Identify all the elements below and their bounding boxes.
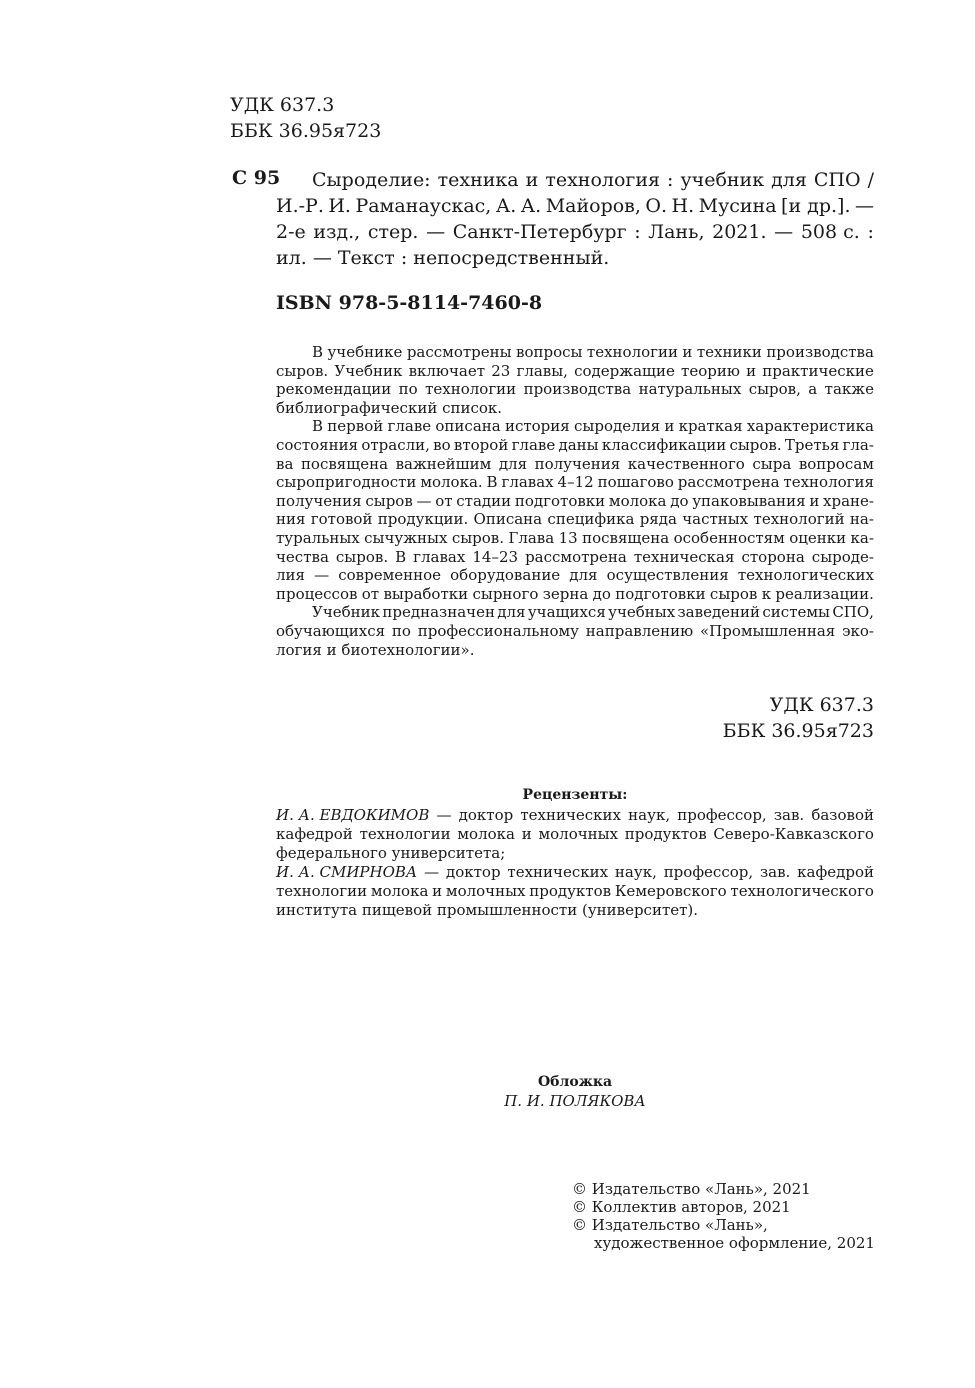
abstract-word: В xyxy=(312,417,324,436)
abstract-word: главе xyxy=(511,435,556,454)
reviewer-name: И. А. СМИРНОВА xyxy=(276,863,418,881)
abstract-word: зерна xyxy=(542,584,589,603)
reviewer-word: зав. xyxy=(773,806,805,824)
cover-designer: П. И. ПОЛЯКОВА xyxy=(504,1092,646,1110)
abstract-line xyxy=(276,641,874,660)
abstract-word: упаковывания xyxy=(692,491,806,510)
abstract-word: готовой xyxy=(310,510,373,529)
abstract-line xyxy=(276,473,874,492)
abstract-word: сыра xyxy=(752,454,792,473)
abstract-word: оборудование xyxy=(450,566,561,585)
reviewer-word: технологии xyxy=(276,882,368,900)
abstract-word: сторона xyxy=(741,547,805,566)
bib-word: А. xyxy=(520,195,542,217)
bib-word: СПО xyxy=(813,169,861,191)
bib-word: [и др.]. xyxy=(781,195,851,217)
abstract-word: технологии xyxy=(425,380,517,399)
reviewer-word: кафедрой xyxy=(797,863,874,881)
abstract-word: молока xyxy=(608,491,667,510)
abstract-word: до xyxy=(670,491,689,510)
bib-word: 508 с. xyxy=(800,221,860,243)
abstract-word: подготовки xyxy=(514,491,606,510)
abstract-word: второй xyxy=(453,435,509,454)
abstract-word: сыров, xyxy=(748,380,801,399)
bib-word: Санкт-Петербург xyxy=(452,221,627,243)
abstract-line xyxy=(276,585,874,604)
abstract-word: рассмотрена xyxy=(677,473,780,492)
abstract-word: сыров xyxy=(365,491,413,510)
abstract-word: обучающихся xyxy=(276,621,386,640)
bib-word: 2-е xyxy=(276,221,306,243)
bib-word: И. xyxy=(328,195,351,217)
abstract-word: сырного xyxy=(472,584,539,603)
abstract-word: специфика xyxy=(547,510,635,529)
abstract-word: теорию xyxy=(681,361,740,380)
abstract-word: системы xyxy=(762,603,830,622)
reviewer-word: — xyxy=(424,863,440,881)
abstract-word: учащихся xyxy=(527,603,606,622)
bib-word: Лань, xyxy=(648,221,705,243)
abstract-line xyxy=(276,343,874,362)
reviewer-word: наук, xyxy=(614,863,657,881)
abstract-word: рассмотрены xyxy=(406,343,512,361)
reviewer-line xyxy=(276,825,874,844)
abstract-line xyxy=(276,529,874,548)
reviewer-word: Кемеровского xyxy=(614,882,727,900)
bib-word: ил. — Текст : непосредственный. xyxy=(276,247,610,269)
bib-word: Майоров, xyxy=(545,195,641,217)
reviewer-line xyxy=(276,844,874,863)
udk-code-bottom: УДК 637.3 xyxy=(769,694,874,716)
abstract-word: хране- xyxy=(823,491,874,510)
abstract-word: первой xyxy=(327,417,384,436)
abstract-word: для xyxy=(498,454,528,473)
reviewer-word: профессор, xyxy=(677,806,767,824)
copyright-block xyxy=(572,1180,875,1252)
reviewer-name: И. А. ЕВДОКИМОВ xyxy=(276,806,430,824)
reviewer-line xyxy=(276,806,874,825)
abstract xyxy=(276,343,874,659)
bib-word: — xyxy=(426,221,446,243)
copyright-line: художественное оформление, 2021 xyxy=(594,1234,875,1252)
abstract-word: учебнике xyxy=(327,343,403,361)
bib-word: О. xyxy=(645,195,668,217)
copyright-line: © Издательство «Лань», xyxy=(572,1216,768,1234)
abstract-word: даны xyxy=(558,435,599,454)
reviewer-word: и xyxy=(521,825,532,843)
abstract-word: частных xyxy=(682,510,749,529)
abstract-word: описана xyxy=(435,417,501,436)
abstract-word: — xyxy=(416,491,432,510)
copyright-line: © Коллектив авторов, 2021 xyxy=(572,1198,791,1216)
bib-word: изд., xyxy=(313,221,361,243)
abstract-word: сыроделия xyxy=(574,417,661,436)
bib-line xyxy=(276,245,874,271)
bib-line xyxy=(276,219,874,245)
bib-word: Раманаускас, xyxy=(355,195,492,217)
abstract-word: технологий xyxy=(753,510,845,529)
abstract-word: технологии xyxy=(586,343,678,361)
bib-line xyxy=(276,167,874,193)
abstract-word: главах xyxy=(501,473,554,492)
abstract-word: продукции. xyxy=(377,510,469,529)
abstract-word: предназначен xyxy=(382,603,495,622)
abstract-word: СПО, xyxy=(832,603,874,622)
reviewer-word: базовой xyxy=(811,806,874,824)
abstract-word: «Промышленная xyxy=(700,621,836,640)
abstract-word: качественного xyxy=(627,454,745,473)
abstract-word: для xyxy=(497,603,526,622)
abstract-word: к xyxy=(761,584,772,603)
bib-word: : xyxy=(667,169,674,191)
abstract-word: состояния xyxy=(276,435,359,454)
abstract-line xyxy=(276,399,874,418)
abstract-word: и xyxy=(664,417,675,436)
abstract-word: сычужных xyxy=(364,528,448,547)
abstract-word: характеристика xyxy=(746,417,874,436)
reviewer-word: федерального университета; xyxy=(276,844,506,862)
abstract-word: вопросам xyxy=(798,454,874,473)
cover-title: Обложка xyxy=(537,1074,613,1090)
bib-line xyxy=(276,193,874,219)
abstract-line xyxy=(276,417,874,436)
reviewer-word: продуктов xyxy=(529,882,612,900)
reviewer-word: Северо-Кавказского xyxy=(713,825,874,843)
abstract-word: важнейшим xyxy=(395,454,492,473)
abstract-word: от xyxy=(361,584,380,603)
bbk-code-bottom: ББК 36.95я723 xyxy=(722,720,874,742)
abstract-word: учебных xyxy=(608,603,676,622)
abstract-word: сыропригодности xyxy=(276,473,417,492)
abstract-word: сыров. xyxy=(729,435,782,454)
bbk-code: ББК 36.95я723 xyxy=(230,120,382,142)
abstract-line xyxy=(276,455,874,474)
bib-word: и xyxy=(525,169,539,191)
abstract-word: практические xyxy=(762,361,874,380)
abstract-line xyxy=(276,548,874,567)
abstract-word: лия xyxy=(276,566,305,585)
reviewer-word: продуктов xyxy=(624,825,707,843)
bib-word: — xyxy=(774,221,794,243)
abstract-word: чества xyxy=(276,547,329,566)
abstract-word: В xyxy=(395,547,407,566)
abstract-word: сыров. xyxy=(335,547,389,566)
bibliographic-description xyxy=(276,167,874,271)
reviewer-line xyxy=(276,863,874,882)
abstract-word: натуральных xyxy=(638,380,742,399)
bib-word: стер. xyxy=(367,221,419,243)
abstract-word: до xyxy=(592,584,611,603)
abstract-word: и xyxy=(682,343,693,361)
bib-word: для xyxy=(771,169,807,191)
classification-codes-top xyxy=(230,92,381,144)
abstract-word: стадии xyxy=(456,491,512,510)
reviewer-word: доктор xyxy=(445,863,501,881)
abstract-word: подготовки xyxy=(615,584,706,603)
reviewer-word: молочных xyxy=(538,825,619,843)
bib-word: 2021. xyxy=(712,221,767,243)
abstract-word: технологических xyxy=(737,566,874,585)
reviewer-word: профессор, xyxy=(663,863,754,881)
abstract-word: Описана xyxy=(473,510,543,529)
reviewer-word: технологии xyxy=(359,825,451,843)
copyright-line: © Издательство «Лань», 2021 xyxy=(572,1180,811,1198)
reviewer-word: и xyxy=(432,882,443,900)
bib-word: техника xyxy=(437,169,519,191)
abstract-word: логия и биотехнологии». xyxy=(276,640,475,659)
abstract-word: по xyxy=(398,380,418,399)
abstract-word: история xyxy=(504,417,570,436)
abstract-word: от xyxy=(435,491,453,510)
abstract-word: гла- xyxy=(842,435,874,454)
abstract-word: 14–23 xyxy=(472,547,519,566)
abstract-word: получения xyxy=(534,454,621,473)
bib-word: А. xyxy=(495,195,517,217)
abstract-word: технология xyxy=(783,473,874,492)
abstract-word: краткая xyxy=(678,417,743,436)
bib-word: И.-Р. xyxy=(276,195,324,217)
abstract-word: вопросы xyxy=(516,343,583,361)
abstract-word: и xyxy=(746,361,757,380)
author-mark: С 95 xyxy=(232,167,281,189)
abstract-word: современное xyxy=(338,566,442,585)
abstract-word: 23 xyxy=(491,361,511,380)
reviewer-word: технических xyxy=(520,806,622,824)
reviewer-word: кафедрой xyxy=(276,825,353,843)
reviewer-word: молока xyxy=(370,882,429,900)
abstract-word: техники xyxy=(696,343,762,361)
bib-word: Мусина xyxy=(698,195,777,217)
abstract-word: сыров xyxy=(709,584,758,603)
bib-word: учебник xyxy=(680,169,765,191)
abstract-word: эко- xyxy=(842,621,874,640)
isbn: ISBN 978-5-8114-7460-8 xyxy=(276,292,543,314)
reviewers-title: Рецензенты: xyxy=(522,787,628,803)
reviewer-word: наук, xyxy=(628,806,671,824)
reviewer-word: доктор xyxy=(458,806,514,824)
reviewer-line xyxy=(276,901,874,920)
abstract-word: главы, xyxy=(516,361,568,380)
bib-word: Сыроделие: xyxy=(312,169,431,191)
abstract-word: пошагово xyxy=(597,473,674,492)
reviewer-word: технологического xyxy=(730,882,874,900)
abstract-word: Глава xyxy=(508,528,555,547)
abstract-word: В xyxy=(486,473,498,492)
abstract-word: Учебник xyxy=(334,361,403,380)
abstract-word: включает xyxy=(408,361,486,380)
abstract-word: ряда xyxy=(639,510,677,529)
reviewer-word: технических xyxy=(507,863,609,881)
classification-codes-bottom xyxy=(723,692,874,744)
abstract-line xyxy=(276,380,874,399)
bib-word: — xyxy=(854,195,874,217)
abstract-word: процессов xyxy=(276,584,358,603)
abstract-word: отрасли, xyxy=(361,435,430,454)
abstract-word: ва xyxy=(276,454,294,473)
bib-word: Н. xyxy=(671,195,695,217)
abstract-word: сыров. xyxy=(276,361,329,380)
reviewer-word: — xyxy=(436,806,452,824)
reviewer-word: зав. xyxy=(759,863,791,881)
abstract-line xyxy=(276,510,874,529)
abstract-word: оценки xyxy=(789,528,847,547)
abstract-word: направлению xyxy=(585,621,694,640)
reviewers-list xyxy=(276,806,874,920)
abstract-word: 4–12 xyxy=(557,473,594,492)
abstract-word: Учебник xyxy=(312,603,381,622)
abstract-word: главах xyxy=(413,547,466,566)
abstract-line xyxy=(276,362,874,381)
abstract-line xyxy=(276,566,874,585)
abstract-line xyxy=(276,436,874,455)
abstract-word: профессиональному xyxy=(417,621,579,640)
bib-word: : xyxy=(634,221,641,243)
bib-word: технология xyxy=(545,169,661,191)
cover-credit xyxy=(276,1073,874,1111)
abstract-word: для xyxy=(569,566,598,585)
abstract-word: ка- xyxy=(850,528,874,547)
abstract-word: ния xyxy=(276,510,306,529)
abstract-word: посвящена xyxy=(300,454,389,473)
abstract-line xyxy=(276,492,874,511)
udk-code: УДК 637.3 xyxy=(230,94,335,116)
abstract-word: рекомендации xyxy=(276,380,392,399)
abstract-word: содержащие xyxy=(574,361,675,380)
abstract-word: производства xyxy=(766,343,874,361)
abstract-word: особенностям xyxy=(673,528,785,547)
bib-word: / xyxy=(867,169,874,191)
abstract-word: сыроде- xyxy=(811,547,874,566)
abstract-word: по xyxy=(391,621,411,640)
reviewer-line xyxy=(276,882,874,901)
abstract-word: и xyxy=(809,491,820,510)
reviewer-word: молочных xyxy=(445,882,526,900)
bib-word: : xyxy=(867,221,874,243)
abstract-word: а xyxy=(808,380,818,399)
abstract-word: выработки xyxy=(383,584,469,603)
abstract-word: также xyxy=(824,380,874,399)
abstract-word: заведений xyxy=(677,603,761,622)
abstract-word: рассмотрена xyxy=(525,547,627,566)
abstract-word: техническая xyxy=(633,547,735,566)
abstract-word: главе xyxy=(387,417,432,436)
abstract-word: Третья xyxy=(784,435,840,454)
reviewer-word: молока xyxy=(457,825,515,843)
abstract-word: на- xyxy=(849,510,874,529)
abstract-word: классификации xyxy=(601,435,727,454)
abstract-word: сыров. xyxy=(451,528,505,547)
abstract-word: библиографический список. xyxy=(276,398,503,417)
reviewer-word: института пищевой промышленности (университет). xyxy=(276,901,699,919)
abstract-word: — xyxy=(314,566,330,585)
abstract-word: туральных xyxy=(276,528,360,547)
abstract-word: во xyxy=(433,435,451,454)
abstract-word: 13 xyxy=(558,528,578,547)
abstract-word: осуществления xyxy=(606,566,729,585)
abstract-word: посвящена xyxy=(582,528,670,547)
abstract-word: реализации. xyxy=(775,584,874,603)
abstract-word: производства xyxy=(523,380,632,399)
abstract-word: В xyxy=(312,343,324,361)
abstract-line xyxy=(276,603,874,622)
abstract-word: получения xyxy=(276,491,362,510)
abstract-line xyxy=(276,622,874,641)
abstract-word: молока. xyxy=(420,473,483,492)
